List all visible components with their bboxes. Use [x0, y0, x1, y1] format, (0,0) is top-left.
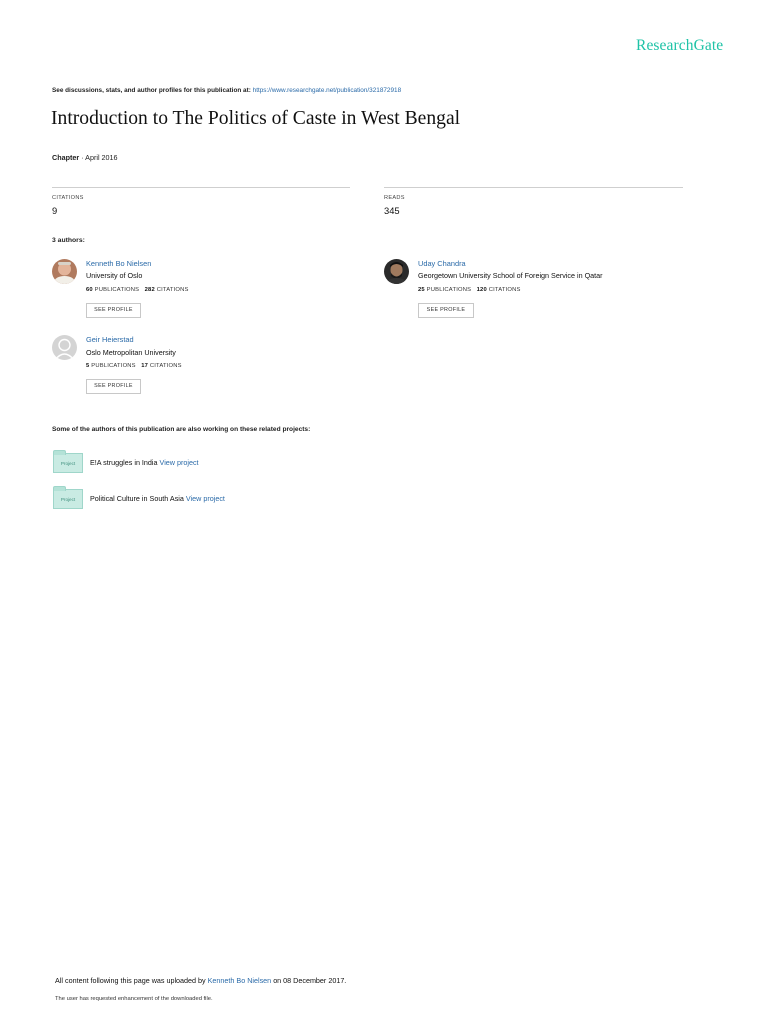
author-avatar-kenneth[interactable]	[52, 259, 77, 284]
see-profile-button[interactable]: SEE PROFILE	[418, 303, 474, 318]
type-date-separator: ·	[79, 153, 86, 162]
publications-count: 60	[86, 287, 93, 293]
author-institution: Oslo Metropolitan University	[86, 348, 176, 357]
reads-divider	[384, 187, 683, 188]
author-avatar-geir[interactable]	[52, 335, 77, 360]
man-portrait-icon	[52, 259, 77, 284]
project-icon-label: Project	[60, 461, 76, 466]
folder-icon	[53, 489, 83, 509]
discussion-note	[52, 87, 401, 94]
author-stats	[418, 287, 521, 293]
see-profile-button[interactable]: SEE PROFILE	[86, 303, 141, 318]
enhancement-note: The user has requested enhancement of the downloaded file.	[55, 996, 213, 1002]
citations-label: CITATIONS	[488, 287, 521, 293]
citations-count: 17	[141, 363, 149, 369]
publication-url-link[interactable]: https://www.researchgate.net/publication/321872918	[252, 87, 402, 94]
reads-label: READS	[384, 195, 405, 201]
author-avatar-uday[interactable]	[384, 259, 409, 284]
citations-count: 120	[476, 287, 487, 293]
project-item	[90, 494, 225, 503]
discussion-note-text: See discussions, stats, and author profiles for this publication at:	[52, 87, 251, 94]
citations-value: 9	[52, 205, 58, 216]
project-icon-label: Project	[60, 497, 76, 502]
citations-label: CITATIONS	[52, 195, 84, 201]
authors-label: 3 authors:	[52, 237, 85, 244]
folder-tab	[53, 450, 66, 455]
author-name-link[interactable]: Uday Chandra	[418, 259, 466, 268]
reads-value: 345	[384, 205, 400, 216]
citations-count: 282	[144, 287, 155, 293]
folder-tab	[53, 486, 66, 491]
uploader-link[interactable]: Kenneth Bo Nielsen	[207, 976, 272, 985]
publications-label: PUBLICATIONS	[94, 287, 140, 293]
default-user-icon	[52, 335, 77, 360]
project-item	[90, 458, 199, 467]
folder-icon	[53, 453, 83, 473]
author-name-link[interactable]: Geir Heierstad	[86, 335, 134, 344]
man-portrait-icon	[384, 259, 409, 284]
author-institution: University of Oslo	[86, 271, 143, 280]
researchgate-logo[interactable]: ResearchGate	[636, 37, 724, 54]
author-name-link[interactable]: Kenneth Bo Nielsen	[86, 259, 152, 268]
author-institution: Georgetown University School of Foreign Service in Qatar	[418, 271, 603, 280]
upload-note	[55, 976, 346, 985]
author-stats	[86, 287, 189, 293]
view-project-link[interactable]: View project	[159, 458, 199, 467]
citations-divider	[52, 187, 350, 188]
publications-count: 5	[86, 363, 90, 369]
upload-note-prefix: All content following this page was uploaded by	[55, 976, 206, 985]
publication-type-date	[52, 153, 118, 162]
page-title: Introduction to The Politics of Caste in West Bengal	[51, 108, 461, 129]
view-project-link[interactable]: View project	[185, 494, 225, 503]
project-title: Political Culture in South Asia	[90, 494, 184, 503]
see-profile-button[interactable]: SEE PROFILE	[86, 379, 141, 394]
publication-date: April 2016	[85, 153, 118, 162]
publications-count: 25	[418, 287, 425, 293]
publications-label: PUBLICATIONS	[426, 287, 472, 293]
publication-type: Chapter	[52, 153, 80, 162]
related-projects-heading: Some of the authors of this publication are also working on these related projects:	[52, 426, 311, 433]
upload-note-suffix: on 08 December 2017.	[273, 976, 347, 985]
citations-label: CITATIONS	[149, 363, 182, 369]
author-stats	[86, 363, 182, 369]
publications-label: PUBLICATIONS	[91, 363, 136, 369]
citations-label: CITATIONS	[156, 287, 189, 293]
project-title: E!A struggles in India	[90, 458, 158, 467]
